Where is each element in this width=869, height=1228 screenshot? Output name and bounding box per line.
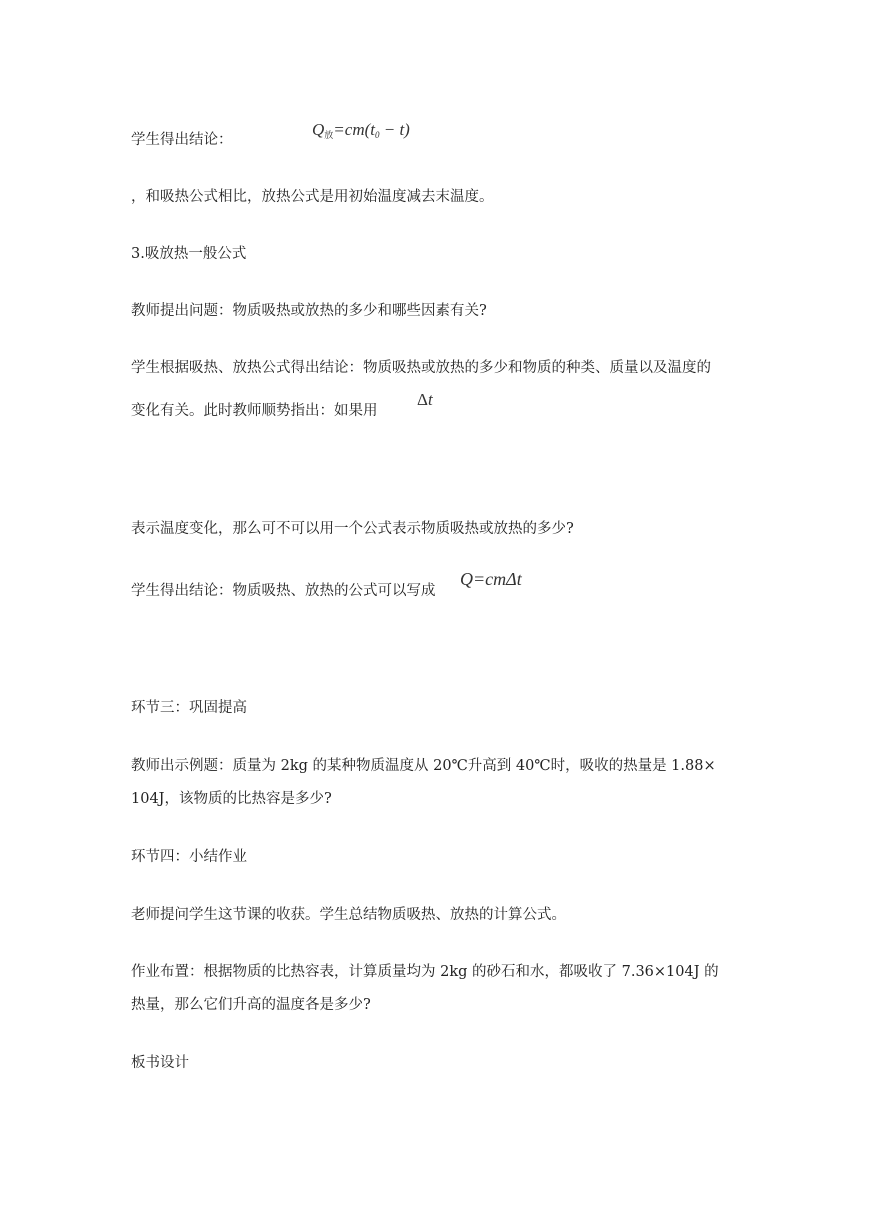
formula-q: Q [312,120,325,139]
delta-symbol: Δ [417,390,428,409]
heat-release-formula [312,120,410,141]
teacher-question: 教师提出问题：物质吸热或放热的多少和哪些因素有关? [131,303,487,319]
general-heat-formula: Q=cmΔt [460,569,522,589]
formula-rest: − t) [379,120,410,139]
temperature-change-question: 表示温度变化，那么可不可以用一个公式表示物质吸热或放热的多少? [131,521,574,537]
student-conclusion-line2: 变化有关。此时教师顺势指出：如果用 [131,403,378,419]
formula-body: =cm(t [333,120,375,139]
summary-text: 老师提问学生这节课的收获。学生总结物质吸热、放热的计算公式。 [131,907,566,923]
t-symbol: t [427,390,433,409]
delta-t-symbol [417,390,433,410]
student-conclusion-line1: 学生根据吸热、放热公式得出结论：物质吸热或放热的多少和物质的种类、质量以及温度的 [131,360,711,376]
comparison-text: ，和吸热公式相比，放热公式是用初始温度减去末温度。 [131,189,494,205]
conclusion-label: 学生得出结论： [131,132,233,148]
board-design-heading: 板书设计 [131,1055,189,1071]
example-line1: 教师出示例题：质量为 2kg 的某种物质温度从 20℃升高到 40℃时，吸收的热量是 1.88× [131,758,716,774]
general-formula-text: 学生得出结论：物质吸热、放热的公式可以写成 [131,583,436,599]
section-heading-general-formula: 3.吸放热一般公式 [131,246,247,262]
example-line2: 104J，该物质的比热容是多少? [131,791,332,807]
formula-subscript: 放 [324,130,334,140]
formula-t0-subscript: 0 [374,130,380,140]
section-heading-consolidation: 环节三：巩固提高 [131,700,247,716]
section-heading-summary: 环节四：小结作业 [131,849,247,865]
homework-line1: 作业布置：根据物质的比热容表，计算质量均为 2kg 的砂石和水，都吸收了 7.36×104J 的 [131,964,719,980]
homework-line2: 热量，那么它们升高的温度各是多少? [131,997,371,1013]
